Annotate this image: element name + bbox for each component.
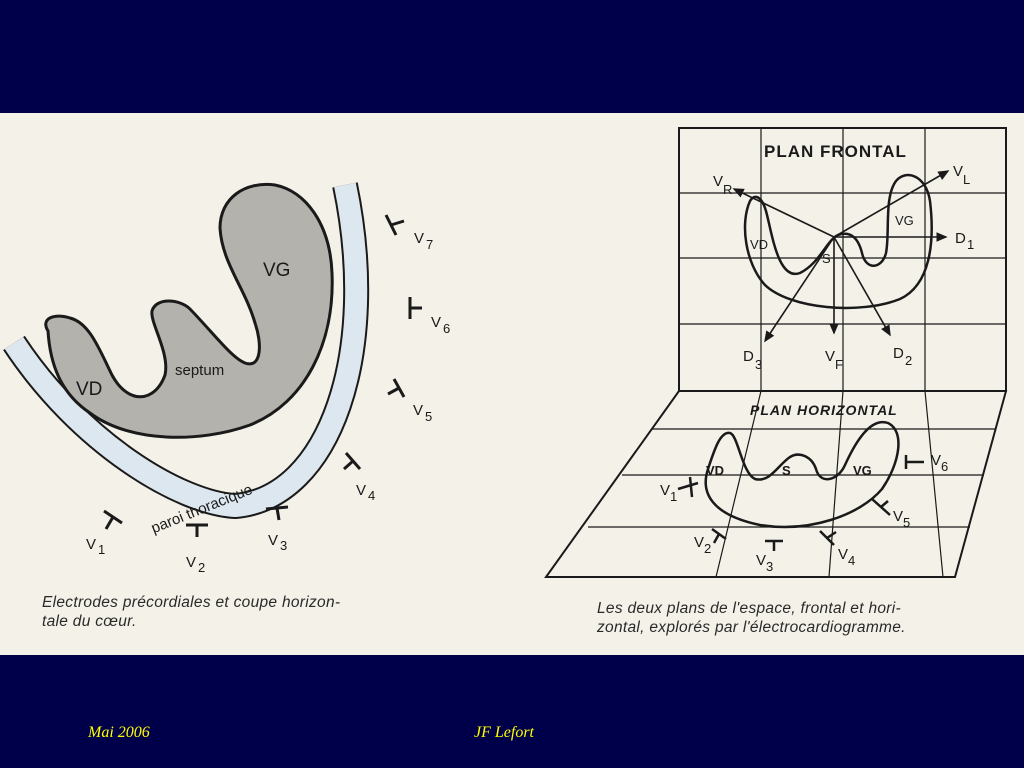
electrode-v7 bbox=[386, 215, 433, 252]
svg-text:V: V bbox=[893, 508, 904, 525]
h-electrode-v4 bbox=[820, 531, 855, 568]
label-septum: septum bbox=[175, 362, 225, 379]
svg-text:V: V bbox=[953, 163, 964, 180]
svg-text:3: 3 bbox=[766, 559, 774, 574]
svg-text:1: 1 bbox=[967, 237, 975, 252]
svg-text:2: 2 bbox=[905, 353, 913, 368]
svg-text:2: 2 bbox=[704, 541, 712, 556]
frontal-heart-outline bbox=[745, 175, 932, 308]
electrode-v2 bbox=[186, 525, 208, 575]
electrode-v4 bbox=[344, 453, 375, 503]
horizontal-plane-title: PLAN HORIZONTAL bbox=[750, 402, 898, 418]
svg-text:R: R bbox=[723, 182, 733, 197]
electrode-v5 bbox=[388, 379, 432, 424]
electrode-v6 bbox=[410, 297, 450, 336]
svg-text:3: 3 bbox=[755, 357, 763, 372]
left-caption: Electrodes précordiales et coupe horizon- tale du cœur. bbox=[42, 594, 341, 630]
svg-text:V: V bbox=[431, 314, 442, 331]
label-vd: VD bbox=[76, 379, 103, 400]
frontal-labels bbox=[713, 142, 974, 372]
svg-text:D: D bbox=[743, 348, 754, 365]
label-vg: VG bbox=[263, 260, 291, 281]
footer-author: JF Lefort bbox=[474, 724, 534, 741]
svg-text:6: 6 bbox=[941, 459, 949, 474]
svg-text:4: 4 bbox=[848, 553, 856, 568]
frontal-plane-title: PLAN FRONTAL bbox=[764, 142, 907, 161]
svg-text:4: 4 bbox=[368, 488, 376, 503]
horizontal-labels bbox=[660, 402, 948, 574]
left-heart-diagram bbox=[14, 184, 450, 575]
svg-text:5: 5 bbox=[903, 515, 911, 530]
svg-text:D: D bbox=[955, 230, 966, 247]
electrode-v1 bbox=[86, 511, 122, 557]
frontal-vectors bbox=[734, 171, 948, 341]
svg-text:5: 5 bbox=[425, 409, 433, 424]
h-electrode-v3 bbox=[756, 541, 783, 574]
svg-text:V: V bbox=[931, 452, 942, 469]
footer-date: Mai 2006 bbox=[88, 724, 150, 741]
h-electrode-v5 bbox=[872, 499, 910, 530]
svg-text:S: S bbox=[822, 251, 831, 266]
svg-text:VG: VG bbox=[853, 463, 872, 478]
svg-text:VG: VG bbox=[895, 213, 914, 228]
svg-text:V: V bbox=[186, 554, 197, 571]
svg-text:F: F bbox=[835, 357, 843, 372]
svg-text:1: 1 bbox=[98, 542, 106, 557]
svg-text:3: 3 bbox=[280, 538, 288, 553]
svg-text:V: V bbox=[713, 173, 724, 190]
svg-text:V: V bbox=[268, 532, 279, 549]
svg-text:1: 1 bbox=[670, 489, 678, 504]
svg-text:V: V bbox=[838, 546, 849, 563]
svg-text:V: V bbox=[414, 230, 425, 247]
svg-text:V: V bbox=[660, 482, 671, 499]
horizontal-plane bbox=[546, 391, 1006, 577]
electrode-v3 bbox=[266, 507, 288, 553]
h-electrode-v1 bbox=[660, 477, 698, 504]
svg-text:V: V bbox=[86, 536, 97, 553]
svg-text:VD: VD bbox=[750, 237, 769, 252]
label-paroi-thoracique: paroi thoracique bbox=[148, 481, 255, 538]
svg-text:VD: VD bbox=[706, 463, 725, 478]
svg-text:2: 2 bbox=[198, 560, 206, 575]
svg-text:V: V bbox=[756, 552, 767, 569]
svg-text:S: S bbox=[782, 463, 791, 478]
slide-header-band bbox=[0, 0, 1024, 113]
figure-panel bbox=[0, 113, 1024, 655]
h-electrode-v6 bbox=[906, 452, 948, 474]
svg-text:V: V bbox=[356, 482, 367, 499]
h-electrode-v2 bbox=[694, 529, 726, 556]
svg-text:7: 7 bbox=[426, 237, 434, 252]
svg-text:V: V bbox=[694, 534, 705, 551]
right-caption: Les deux plans de l'espace, frontal et hori- zontal, explorés par l'électrocardiogramme. bbox=[597, 600, 906, 636]
svg-text:6: 6 bbox=[443, 321, 451, 336]
svg-text:V: V bbox=[413, 402, 424, 419]
svg-text:V: V bbox=[825, 348, 836, 365]
svg-text:D: D bbox=[893, 345, 904, 362]
figure-drawing bbox=[0, 113, 1024, 655]
svg-text:L: L bbox=[963, 172, 971, 187]
